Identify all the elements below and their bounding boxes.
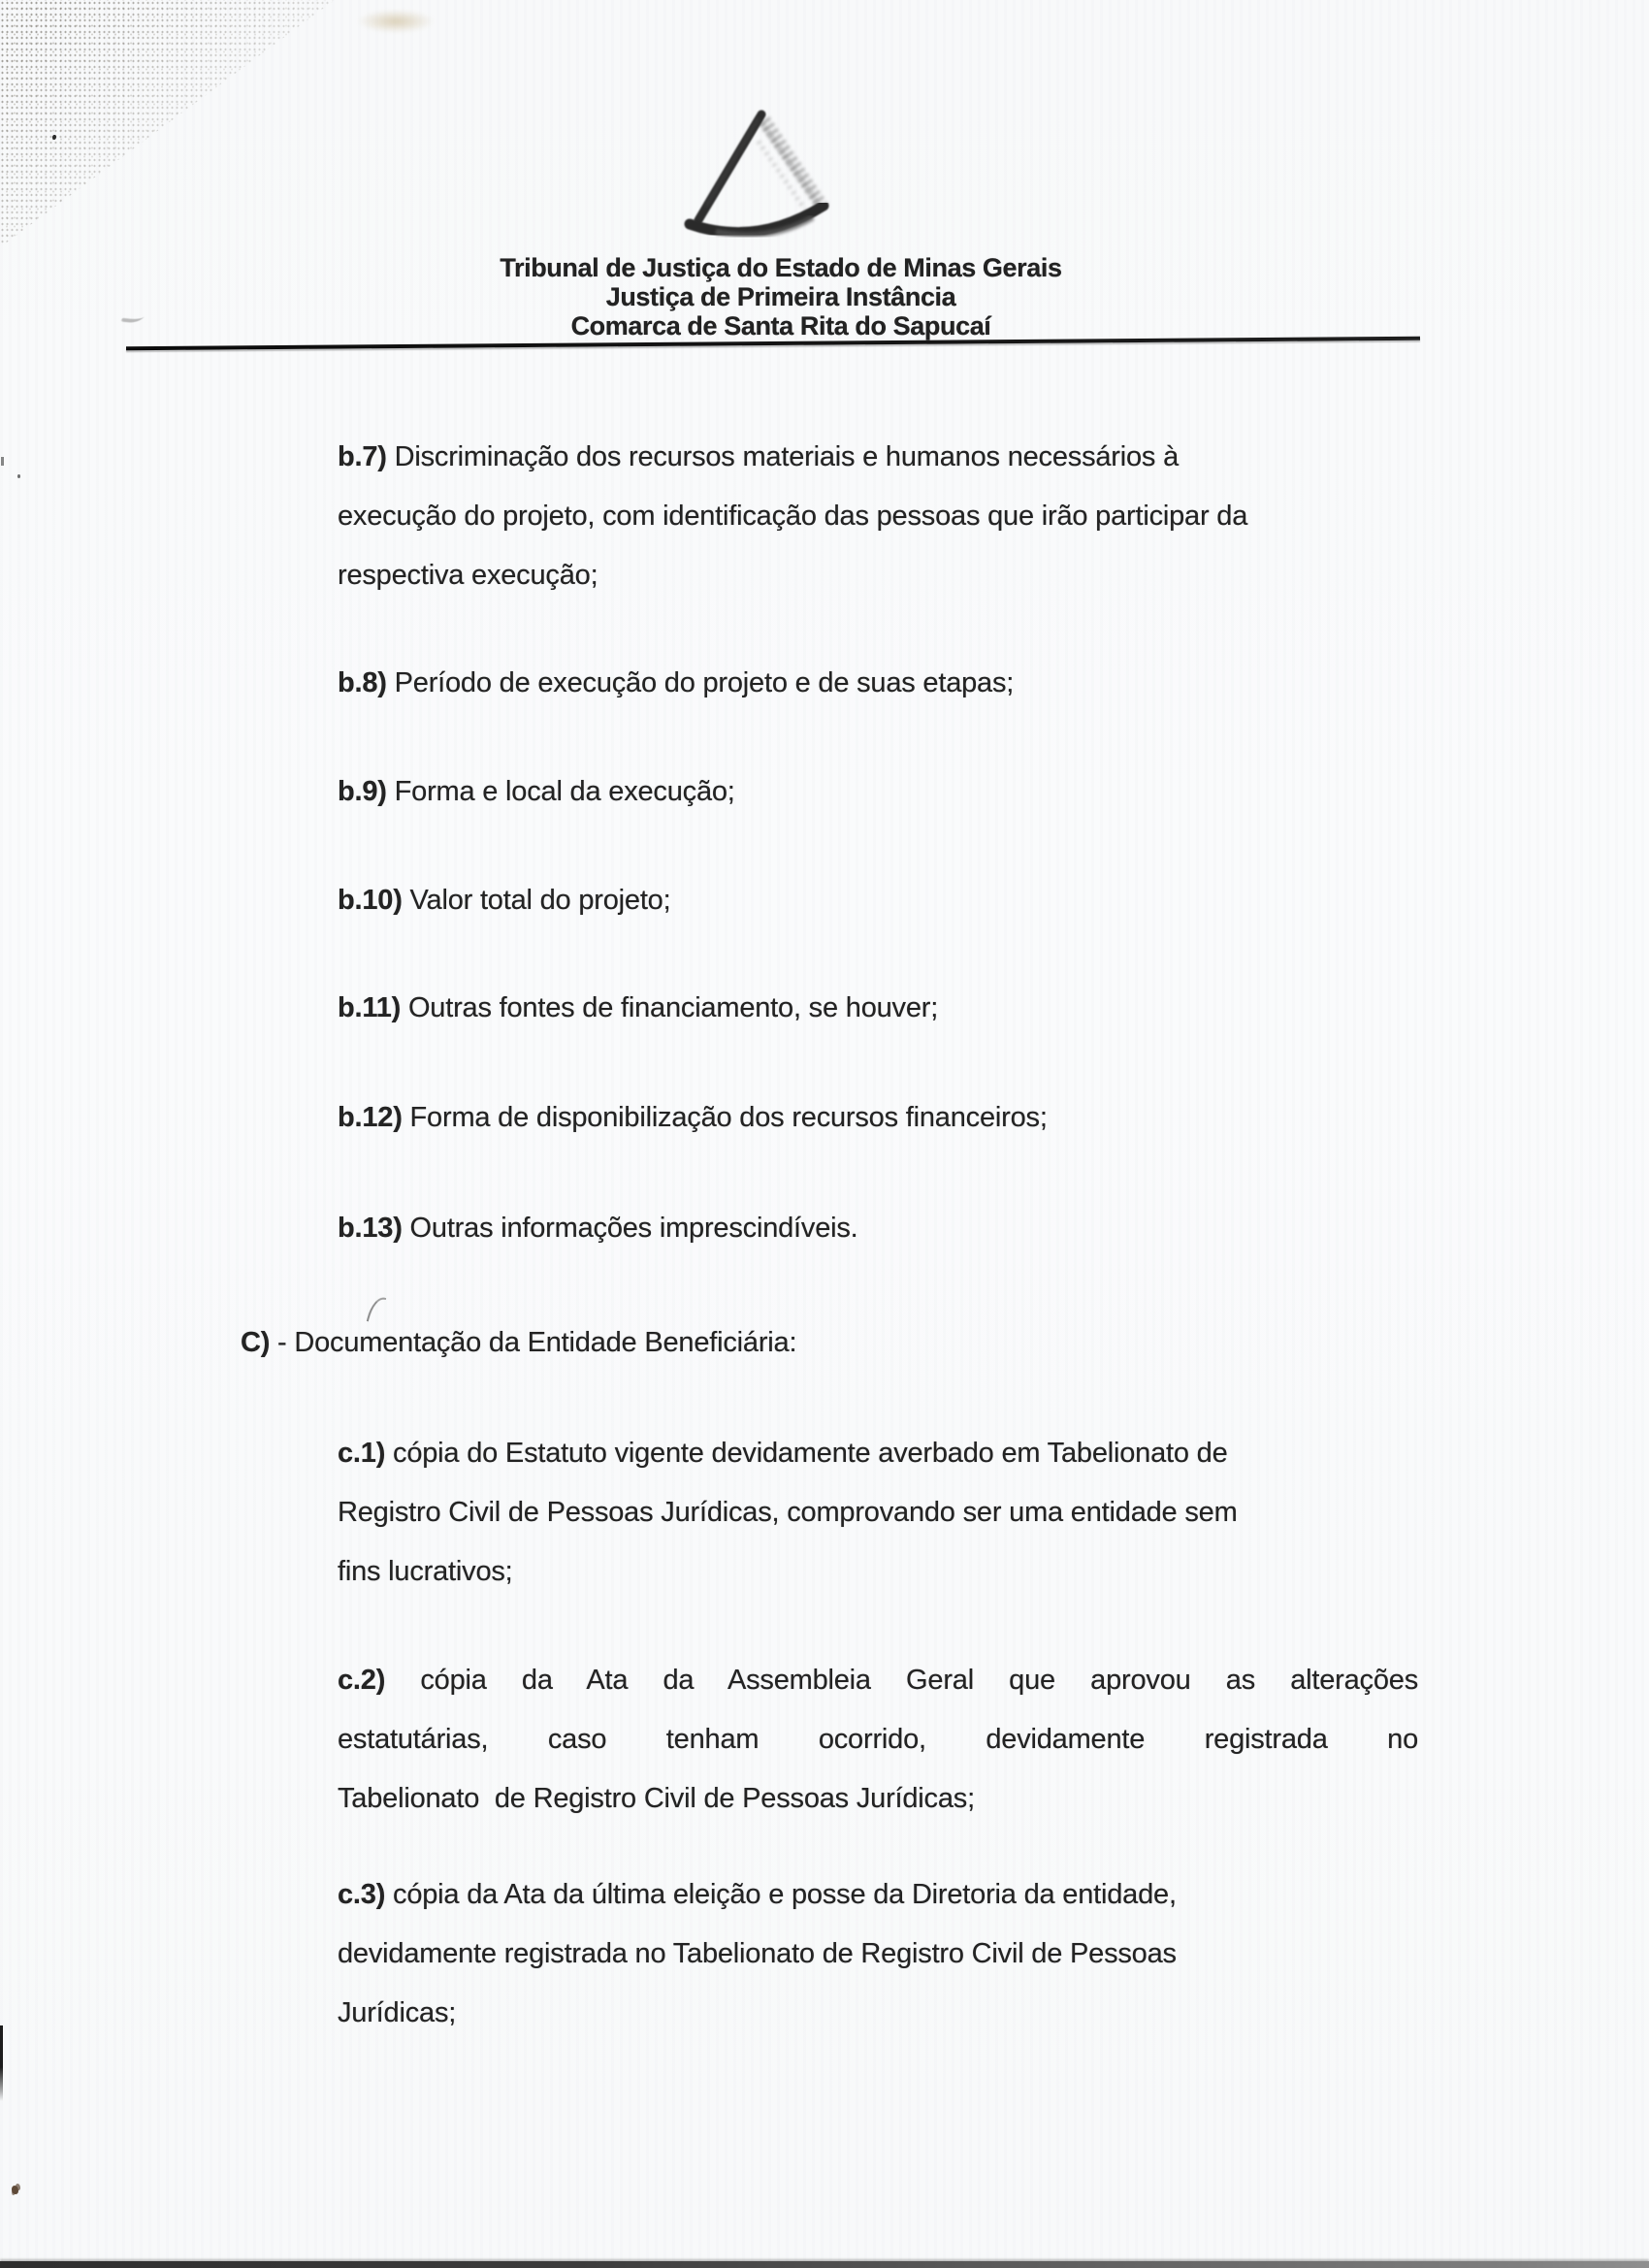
text-line: b.11) Outras fontes de financiamento, se houver; [338,992,939,1023]
item-label: b.12) [338,1102,403,1133]
text-line: b.10) Valor total do projeto; [338,885,671,916]
item-label: c.1) [338,1438,386,1469]
text-line: b.12) Forma de disponibilização dos recursos financeiros; [338,1102,1048,1133]
triangle-delta-logo-icon [677,109,832,243]
scan-speck [17,474,20,478]
item-label: C) [241,1327,271,1358]
header-court-name: Tribunal de Justiça do Estado de Minas Gerais [500,253,1062,282]
text-line: b.7) Discriminação dos recursos materiais e humanos necessários à [338,441,1180,472]
item-label: b.7) [338,441,387,472]
text-line: respectiva execução; [338,560,598,591]
list-item [338,871,1418,930]
item-label: c.3) [338,1879,386,1910]
list-item [338,762,1418,822]
text-line: b.13) Outras informações imprescindíveis. [338,1213,858,1244]
list-item [338,654,1418,713]
text-line: estatutárias, caso tenham ocorrido, devidamente registrada no [338,1724,1418,1755]
header-instance: Justiça de Primeira Instância [605,282,956,311]
list-item [338,1199,1418,1258]
scan-noise-corner [0,0,335,247]
text-line: c.2) cópia da Ata da Assembleia Geral que aprovou as alterações [338,1665,1418,1696]
scan-speck [12,2186,18,2194]
item-label: b.8) [338,667,387,698]
text-line: b.9) Forma e local da execução; [338,776,735,807]
scan-edge-bottom [0,2261,1649,2268]
list-item [338,1424,1418,1602]
text-line: c.3) cópia da Ata da última eleição e posse da Diretoria da entidade, [338,1879,1177,1910]
item-label: b.9) [338,776,387,807]
scan-smudge [357,10,435,33]
text-line: c.1) cópia do Estatuto vigente devidamente averbado em Tabelionato de [338,1438,1228,1469]
list-item [338,1651,1418,1829]
text-line: devidamente registrada no Tabelionato de Registro Civil de Pessoas [338,1938,1177,1969]
item-label: b.13) [338,1213,403,1244]
list-item [338,979,1418,1038]
section-heading [241,1313,1418,1373]
text-line: b.8) Período de execução do projeto e de suas etapas; [338,667,1015,698]
document-items [241,428,1418,2043]
list-item [338,1865,1418,2043]
text-line: C) - Documentação da Entidade Beneficiária: [241,1327,797,1358]
list-item [338,1088,1418,1148]
scan-speck [1,457,4,466]
item-label: b.11) [338,992,402,1023]
text-line: Registro Civil de Pessoas Jurídicas, comprovando ser uma entidade sem [338,1497,1238,1528]
document-header [0,253,1562,340]
text-line: fins lucrativos; [338,1556,513,1587]
text-line: Jurídicas; [338,1997,457,2028]
scan-edge-left [0,2025,3,2101]
list-item [338,428,1418,605]
item-label: b.10) [338,885,403,916]
item-label: c.2) [338,1665,386,1696]
text-line: Tabelionato de Registro Civil de Pessoas Jurídicas; [338,1783,975,1814]
header-comarca: Comarca de Santa Rita do Sapucaí [570,311,991,340]
text-line: execução do projeto, com identificação das pessoas que irão participar da [338,501,1248,532]
